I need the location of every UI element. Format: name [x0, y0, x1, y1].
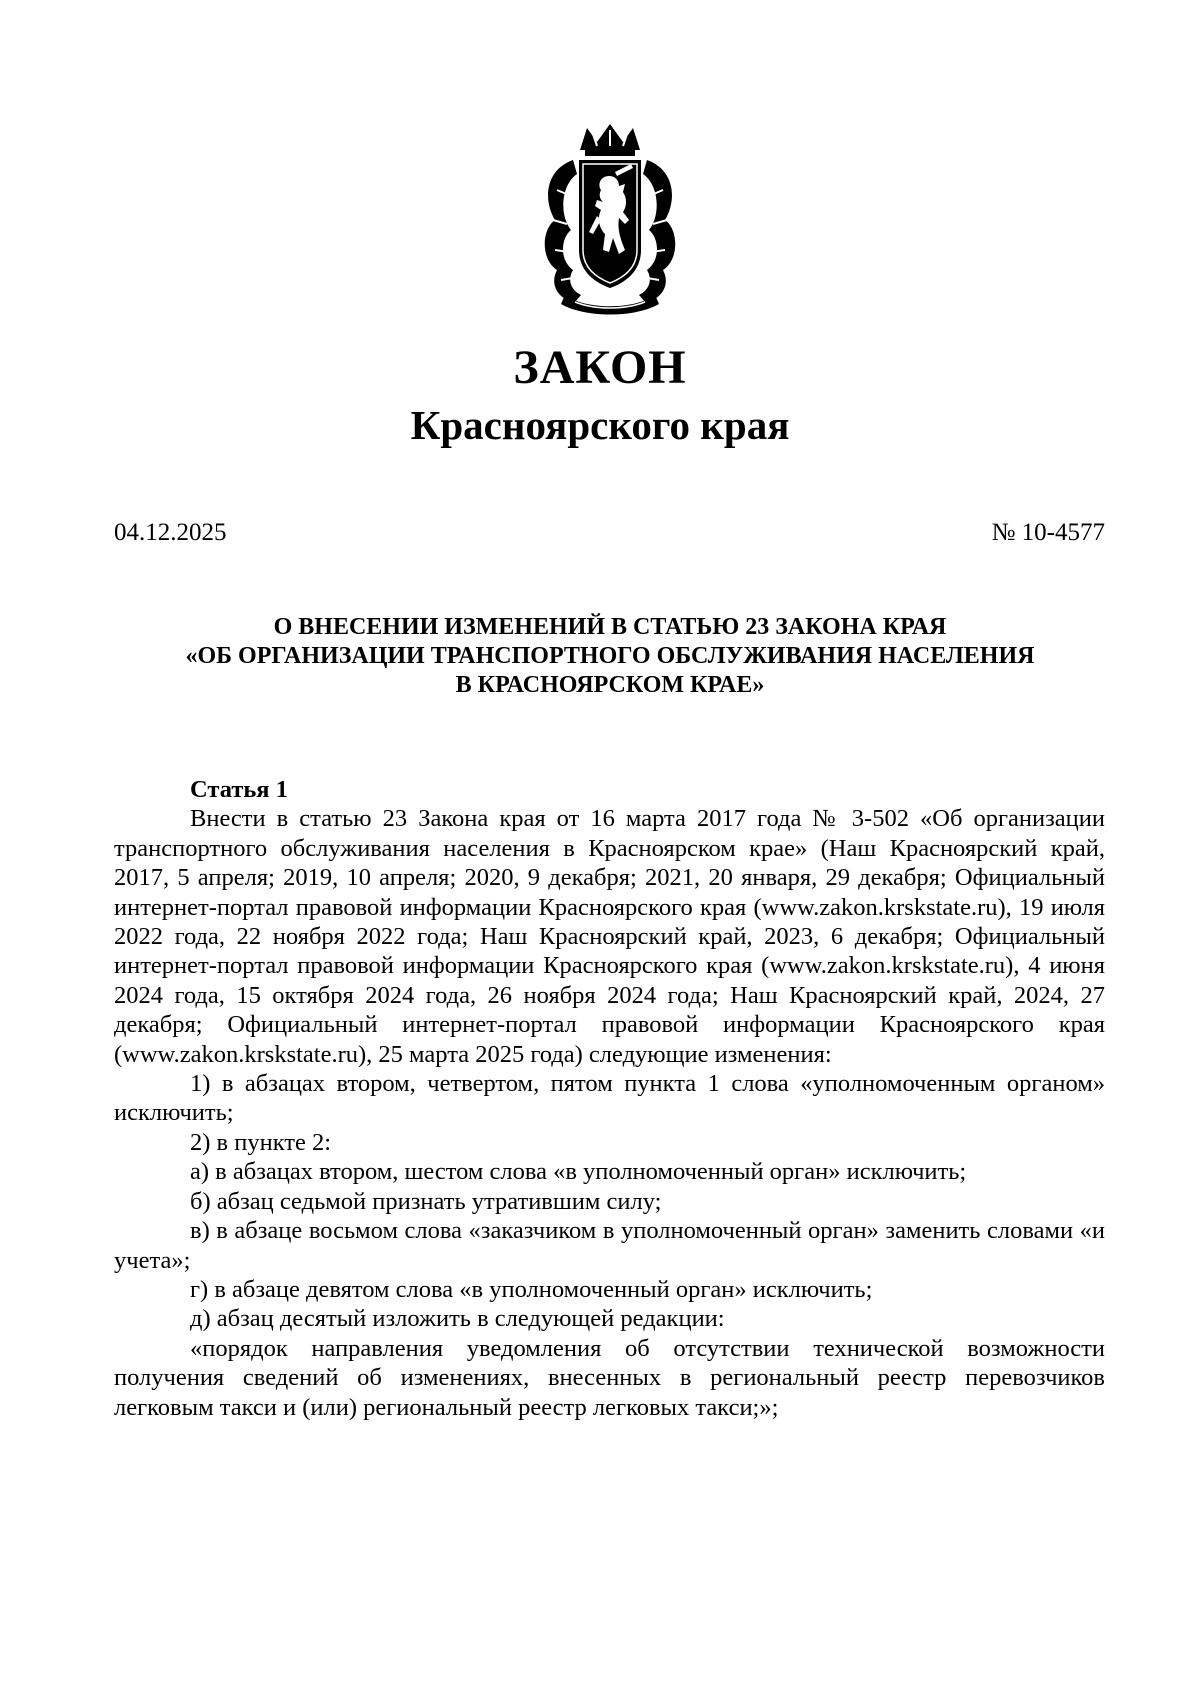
article-paragraph: «порядок направления уведомления об отсутствии технической возможности получения сведений об изменениях, внесенных в региональный реестр перевозчиков легковым такси и (или) региональный реестр легковых такси;»;: [114, 1334, 1105, 1421]
law-heading: [110, 613, 1110, 700]
article-paragraph: в) в абзаце восьмом слова «заказчиком в уполномоченный орган» заменить словами «и учета»;: [114, 1217, 1105, 1274]
document-subtitle: Красноярского края: [410, 402, 790, 448]
article-paragraph: б) абзац седьмой признать утратившим силу;: [190, 1187, 662, 1215]
coat-of-arms-icon: [535, 120, 685, 320]
article-paragraph: Внести в статью 23 Закона края от 16 марта 2017 года № 3-502 «Об организации транспортного обслуживания населения в Красноярском крае» (Наш Красноярский край, 2017, 5 апреля; 2019, 10 апреля; 2020, 9 декабря; 2021, 20 января, 29 декабря; Официальный интернет-портал правовой информации Красноярского края (www.zakon.krskstate.ru), 19 июля 2022 года, 22 ноября 2022 года; Наш Красноярский край, 2023, 6 декабря; Официальный интернет-портал правовой информации Красноярского края (www.zakon.krskstate.ru), 4 июня 2024 года, 15 октября 2024 года, 26 ноября 2024 года; Наш Красноярский край, 2024, 27 декабря; Официальный интернет-портал правовой информации Красноярского края (www.zakon.krskstate.ru), 25 марта 2025 года) следующие изменения:: [114, 805, 1105, 1068]
law-number: № 10-4577: [991, 519, 1105, 546]
article-paragraph: а) в абзацах втором, шестом слова «в уполномоченный орган» исключить;: [190, 1158, 967, 1186]
law-heading-line: В КРАСНОЯРСКОМ КРАЕ»: [455, 672, 765, 698]
article-paragraph: г) в абзаце девятом слова «в уполномоченный орган» исключить;: [190, 1275, 873, 1303]
document-title: ЗАКОН: [513, 341, 687, 394]
article-paragraph: 2) в пункте 2:: [190, 1128, 332, 1156]
article-paragraph: д) абзац десятый изложить в следующей редакции:: [190, 1305, 725, 1333]
law-heading-line: О ВНЕСЕНИИ ИЗМЕНЕНИЙ В СТАТЬЮ 23 ЗАКОНА КРАЯ: [273, 614, 947, 640]
law-heading-line: «ОБ ОРГАНИЗАЦИИ ТРАНСПОРТНОГО ОБСЛУЖИВАНИЯ НАСЕЛЕНИЯ: [185, 643, 1035, 669]
article-paragraph: 1) в абзацах втором, четвертом, пятом пункта 1 слова «уполномоченным органом» исключить;: [114, 1070, 1105, 1127]
article-body: [114, 775, 1105, 1422]
law-date: 04.12.2025: [114, 519, 227, 546]
article-title: Статья 1: [190, 776, 288, 803]
